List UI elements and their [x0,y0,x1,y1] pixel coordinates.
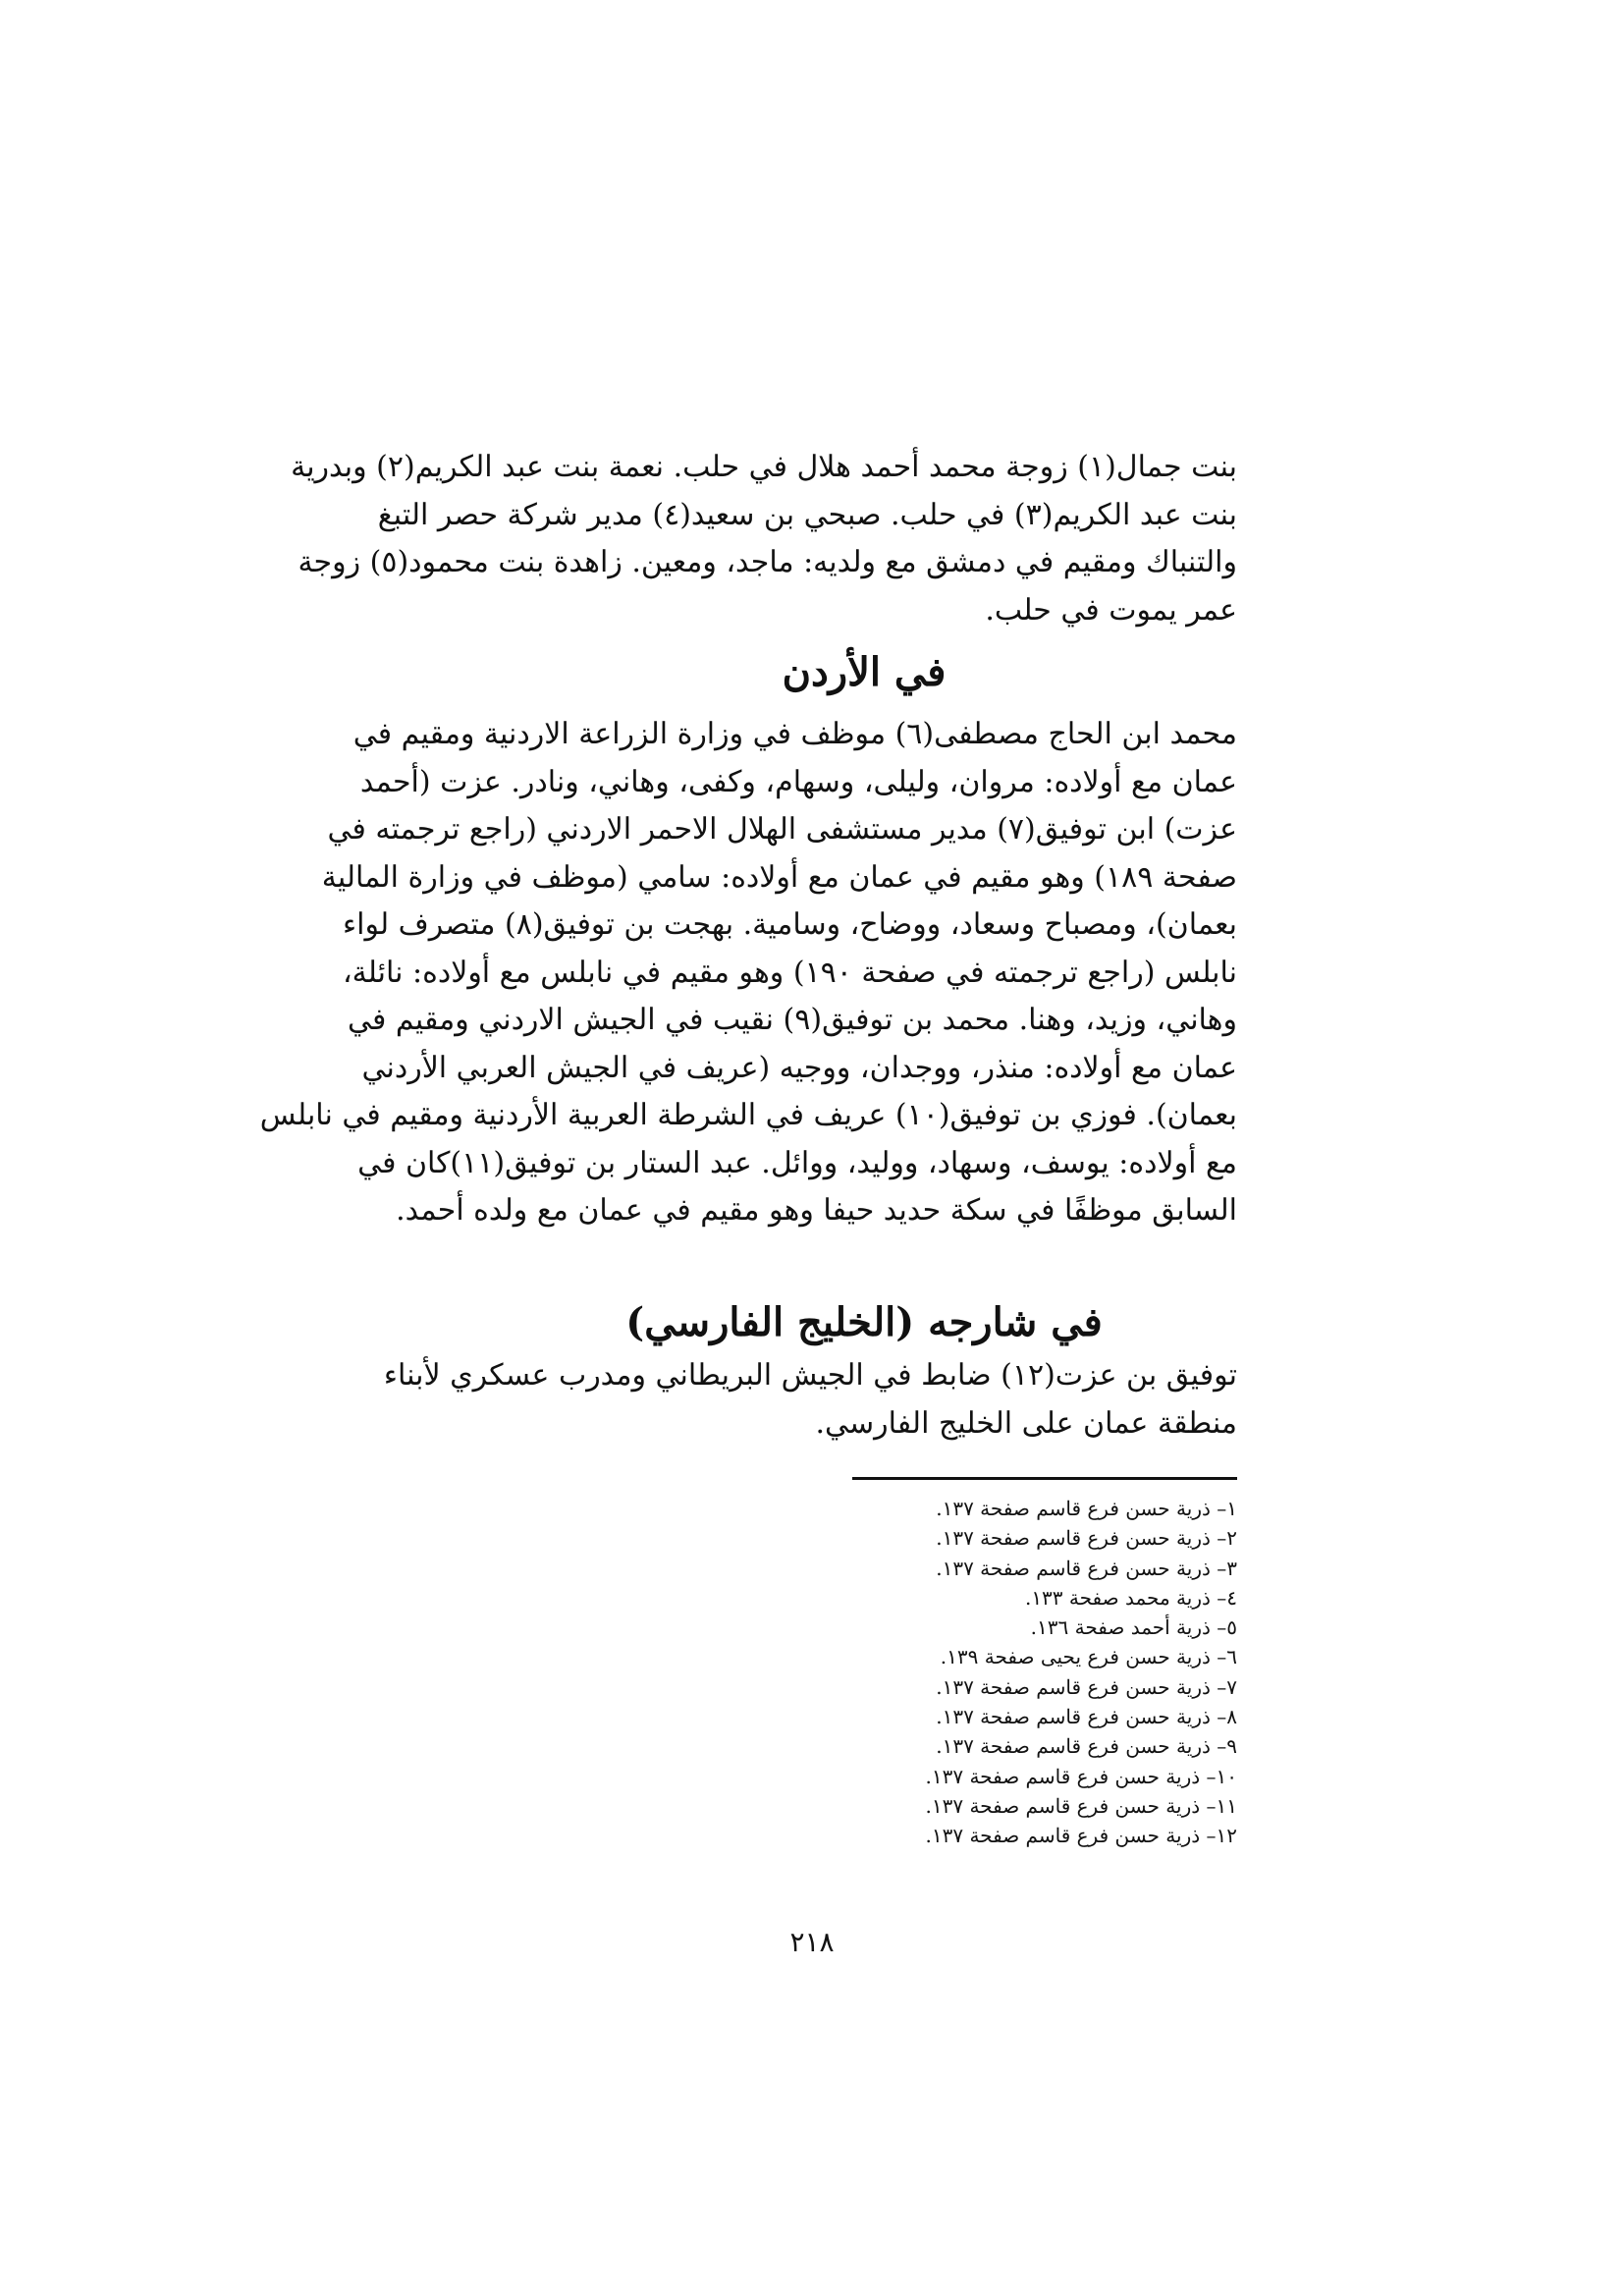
paragraph-line: والتنباك ومقيم في دمشق مع ولديه: ماجد، ومعين. زاهدة بنت محمود(٥) زوجة [298,545,1237,579]
paragraph-jordan [259,711,1237,1235]
paragraph-line: عمر يموت في حلب. [985,592,1237,628]
paragraph-line: السابق موظفًا في سكة حديد حيفا وهو مقيم في عمان مع ولده أحمد. [396,1193,1237,1228]
paragraph-line: نابلس (راجع ترجمته في صفحة ١٩٠) وهو مقيم في نابلس مع أولاده: نائلة، [342,955,1237,990]
footnote-item: ١٢– ذرية حسن فرع قاسم صفحة ١٣٧. [925,1824,1237,1848]
footnote-item: ٦– ذرية حسن فرع يحيى صفحة ١٣٩. [940,1645,1237,1669]
paragraph-line: صفحة ١٨٩) وهو مقيم في عمان مع أولاده: سامي (موظف في وزارة المالية [321,859,1237,895]
footnote-item: ٣– ذرية حسن فرع قاسم صفحة ١٣٧. [936,1556,1237,1580]
footnote-item: ٤– ذرية محمد صفحة ١٣٣. [1024,1585,1237,1610]
paragraph-line: منطقة عمان على الخليج الفارسي. [815,1405,1237,1441]
footnote-item: ١٠– ذرية حسن فرع قاسم صفحة ١٣٧. [925,1764,1237,1788]
footnote-item: ١– ذرية حسن فرع قاسم صفحة ١٣٧. [936,1497,1237,1520]
paragraph-line: محمد ابن الحاج مصطفى(٦) موظف في وزارة الزراعة الاردنية ومقيم في [352,717,1237,751]
paragraph-line: بنت جمال(١) زوجة محمد أحمد هلال في حلب. نعمة بنت عبد الكريم(٢) وبدرية [291,450,1237,484]
paragraph-line: مع أولاده: يوسف، وسهاد، ووليد، ووائل. عبد الستار بن توفيق(١١)كان في [357,1145,1237,1180]
footnote-item: ٧– ذرية حسن فرع قاسم صفحة ١٣٧. [936,1674,1237,1699]
footnote-divider [852,1477,1237,1480]
paragraph-sharjah [383,1352,1237,1448]
paragraph-line: بنت عبد الكريم(٣) في حلب. صبحي بن سعيد(٤) مدير شركة حصر التبغ [377,497,1237,532]
paragraph-line: توفيق بن عزت(١٢) ضابط في الجيش البريطاني ومدرب عسكري لأبناء [383,1358,1237,1393]
paragraph-line: بعمان)، ومصباح وسعاد، ووضاح، وسامية. بهجت بن توفيق(٨) متصرف لواء [343,907,1237,942]
section-heading-sharjah: في شارجه (الخليج الفارسي) [625,1299,1103,1345]
paragraph-aleppo-damascus [291,444,1237,634]
footnotes-list [844,1494,1237,1851]
footnote-item: ٨– ذرية حسن فرع قاسم صفحة ١٣٧. [936,1705,1237,1729]
paragraph-line: بعمان). فوزي بن توفيق(١٠) عريف في الشرطة العربية الأردنية ومقيم في نابلس [259,1098,1237,1132]
footnote-item: ٢– ذرية حسن فرع قاسم صفحة ١٣٧. [936,1526,1237,1551]
paragraph-line: عمان مع أولاده: منذر، ووجدان، ووجيه (عريف في الجيش العربي الأردني [361,1050,1237,1085]
footnote-item: ٥– ذرية أحمد صفحة ١٣٦. [1030,1615,1237,1640]
paragraph-line: عزت) ابن توفيق(٧) مدير مستشفى الهلال الاحمر الاردني (راجع ترجمته في [327,812,1237,847]
page-number: ٢١٨ [789,1926,835,1958]
footnote-item: ٩– ذرية حسن فرع قاسم صفحة ١٣٧. [936,1734,1237,1759]
section-heading-jordan: في الأردن [782,649,947,695]
footnote-item: ١١– ذرية حسن فرع قاسم صفحة ١٣٧. [925,1793,1237,1818]
paragraph-line: عمان مع أولاده: مروان، وليلى، وسهام، وكفى، وهاني، ونادر. عزت (أحمد [359,764,1237,799]
paragraph-line: وهاني، وزيد، وهنا. محمد بن توفيق(٩) نقيب في الجيش الاردني ومقيم في [348,1003,1237,1037]
